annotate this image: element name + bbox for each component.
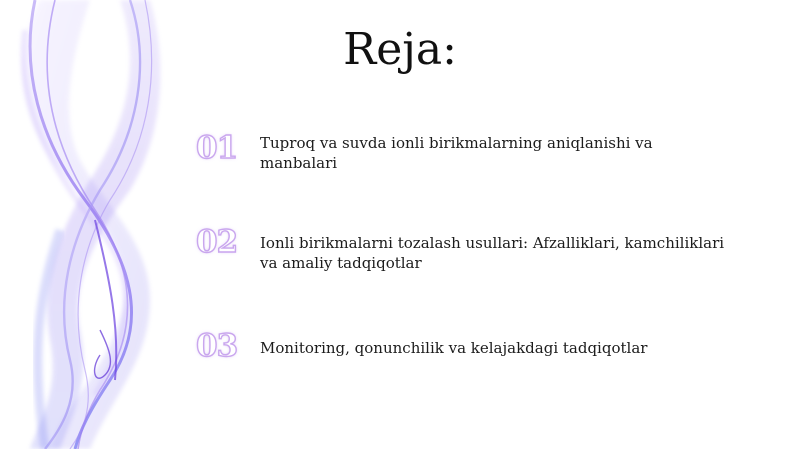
list-item [196, 328, 776, 388]
slide-title: Reja: [343, 24, 457, 75]
item-number: 03 [196, 328, 238, 364]
item-number: 02 [196, 224, 238, 260]
list-item [196, 130, 776, 190]
item-number: 01 [196, 130, 238, 166]
smoke-ribbon-decoration [0, 0, 190, 449]
item-text: Tuproq va suvda ionli birikmalarning aniqlanishi va manbalari [260, 134, 653, 172]
item-text: Ionli birikmalarni tozalash usullari: Afzalliklari, kamchiliklari va amaliy tadqiqotlar [260, 234, 725, 272]
item-text: Monitoring, qonunchilik va kelajakdagi tadqiqotlar [260, 339, 648, 357]
list-item [196, 224, 776, 284]
